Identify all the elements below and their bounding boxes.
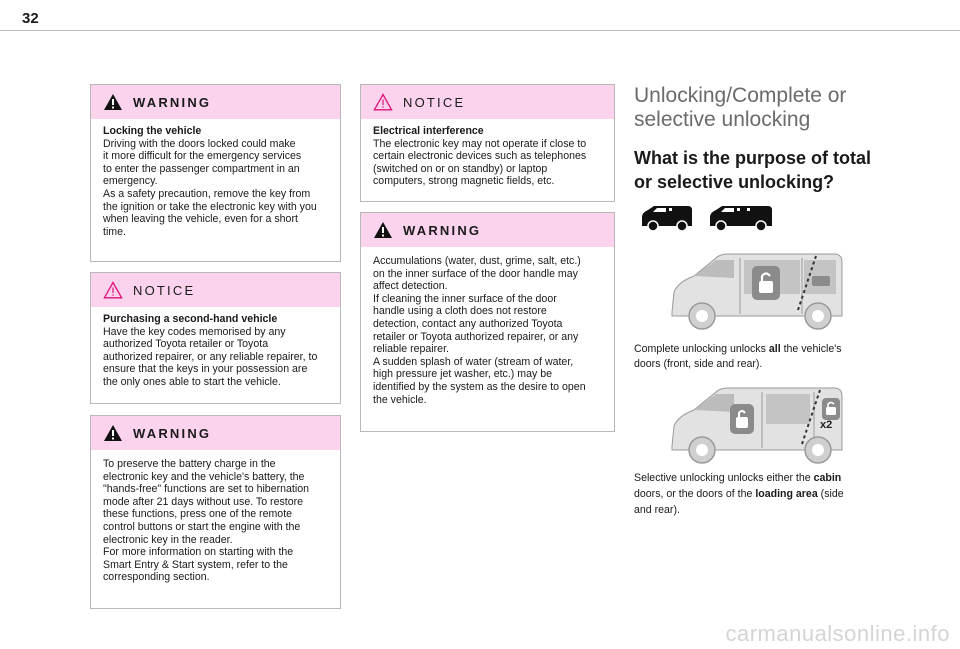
line: certain electronic devices such as telephones xyxy=(373,150,587,163)
warning-heading: WARNING xyxy=(133,425,212,441)
van-complete-unlocking-illustration xyxy=(664,250,846,334)
warning-lead: Locking the vehicle xyxy=(103,125,202,137)
line: Driving with the doors locked could make xyxy=(103,137,296,150)
line: handle using a cloth does not restore xyxy=(373,305,547,318)
warning-text xyxy=(91,119,340,238)
warning-text xyxy=(91,450,340,584)
section-title xyxy=(634,84,846,132)
caption-line xyxy=(634,486,844,502)
header-rule xyxy=(0,30,960,31)
caption-emphasis: loading area xyxy=(755,488,818,500)
van-selective-unlocking-illustration xyxy=(664,384,846,468)
line: To preserve the battery charge in the xyxy=(103,458,276,470)
double-press-badge: x2 xyxy=(820,419,833,431)
warning-triangle-icon xyxy=(103,424,123,442)
warning-heading: WARNING xyxy=(133,94,212,110)
section-title-line: Unlocking/Complete or xyxy=(634,84,847,107)
caption-line xyxy=(634,470,844,486)
line: reliable repairer. xyxy=(373,343,449,356)
notice-lead: Purchasing a second-hand vehicle xyxy=(103,313,278,325)
warning-banner xyxy=(91,85,340,119)
caption-line xyxy=(634,342,842,357)
line: identified by the system as the desire to open xyxy=(373,380,586,393)
line: high pressure jet washer, etc.) may be xyxy=(373,368,553,381)
warning-box-battery xyxy=(90,415,341,609)
notice-heading: NOTICE xyxy=(403,94,466,110)
notice-text xyxy=(361,119,614,188)
warning-box-locking xyxy=(90,84,341,262)
line: it more difficult for the emergency services xyxy=(103,150,302,163)
line: The electronic key may not operate if close to xyxy=(373,137,587,150)
line: "hands-free" functions are set to hibernation xyxy=(103,483,309,496)
line: the vehicle. xyxy=(373,393,427,406)
subtitle-line: or selective unlocking? xyxy=(634,172,835,192)
warning-banner xyxy=(361,213,614,247)
line: Accumulations (water, dust, grime, salt, etc.) xyxy=(373,255,581,267)
subtitle-line: What is the purpose of total xyxy=(634,148,871,168)
caption-text: the vehicle's xyxy=(780,343,842,355)
warning-banner xyxy=(91,416,340,450)
caption-line: doors (front, side and rear). xyxy=(634,358,763,370)
caption-text: Selective unlocking unlocks either the xyxy=(634,472,814,484)
warning-triangle-icon xyxy=(373,221,393,239)
line: to enter the passenger compartment in an xyxy=(103,162,300,175)
line: mode after 21 days without use. To restore xyxy=(103,495,304,508)
line: these functions, press one of the remote xyxy=(103,508,293,521)
section-subtitle xyxy=(634,146,871,194)
line: control buttons or start the engine with the xyxy=(103,520,301,533)
van-models-icon xyxy=(640,204,774,234)
notice-triangle-icon xyxy=(103,281,123,299)
line: A sudden splash of water (stream of water, xyxy=(373,355,574,368)
warning-box-door-handle xyxy=(360,212,615,432)
caption-complete-unlocking xyxy=(634,342,842,372)
line: authorized Toyota retailer or Toyota xyxy=(103,338,269,351)
line: corresponding section. xyxy=(103,571,210,584)
notice-triangle-icon xyxy=(373,93,393,111)
caption-emphasis: all xyxy=(768,343,781,355)
line: affect detection. xyxy=(373,280,448,293)
line: time. xyxy=(103,225,126,238)
line: If cleaning the inner surface of the door xyxy=(373,292,557,305)
line: emergency. xyxy=(103,175,158,188)
line: Smart Entry & Start system, refer to the xyxy=(103,558,288,571)
caption-text: Complete unlocking unlocks xyxy=(634,343,769,355)
line: ensure that the keys in your possession are xyxy=(103,363,308,376)
notice-heading: NOTICE xyxy=(133,282,196,298)
line: the ignition or take the electronic key with you xyxy=(103,200,317,213)
line: (switched on or on standby) or laptop xyxy=(373,162,548,175)
line: retailer or Toyota authorized repairer, or any xyxy=(373,330,579,343)
notice-text xyxy=(91,307,340,389)
notice-box-second-hand xyxy=(90,272,341,404)
line: detection, contact any authorized Toyota xyxy=(373,317,563,330)
line: Have the key codes memorised by any xyxy=(103,325,286,338)
watermark: carmanualsonline.info xyxy=(725,621,950,646)
caption-selective-unlocking xyxy=(634,470,844,518)
warning-text xyxy=(361,247,614,406)
line: electronic key and the vehicle's battery, the xyxy=(103,470,305,483)
caption-line: and rear). xyxy=(634,504,680,516)
section-title-line: selective unlocking xyxy=(634,108,811,131)
notice-banner xyxy=(361,85,614,119)
warning-triangle-icon xyxy=(103,93,123,111)
caption-emphasis: cabin xyxy=(813,472,842,484)
line: As a safety precaution, remove the key from xyxy=(103,187,311,200)
line: when leaving the vehicle, even for a short xyxy=(103,213,298,226)
notice-banner xyxy=(91,273,340,307)
line: authorized repairer, or any reliable repairer, to xyxy=(103,350,318,363)
line: computers, strong magnetic fields, etc. xyxy=(373,175,555,188)
line: on the inner surface of the door handle may xyxy=(373,267,578,280)
warning-heading: WARNING xyxy=(403,222,482,238)
caption-text: doors, or the doors of the xyxy=(634,488,756,500)
line: electronic key in the reader. xyxy=(103,533,233,546)
page-number: 32 xyxy=(22,10,39,27)
line: the only ones able to start the vehicle. xyxy=(103,375,281,388)
caption-text: (side xyxy=(817,488,844,500)
notice-lead: Electrical interference xyxy=(373,125,484,137)
notice-box-interference xyxy=(360,84,615,202)
line: For more information on starting with the xyxy=(103,546,294,559)
